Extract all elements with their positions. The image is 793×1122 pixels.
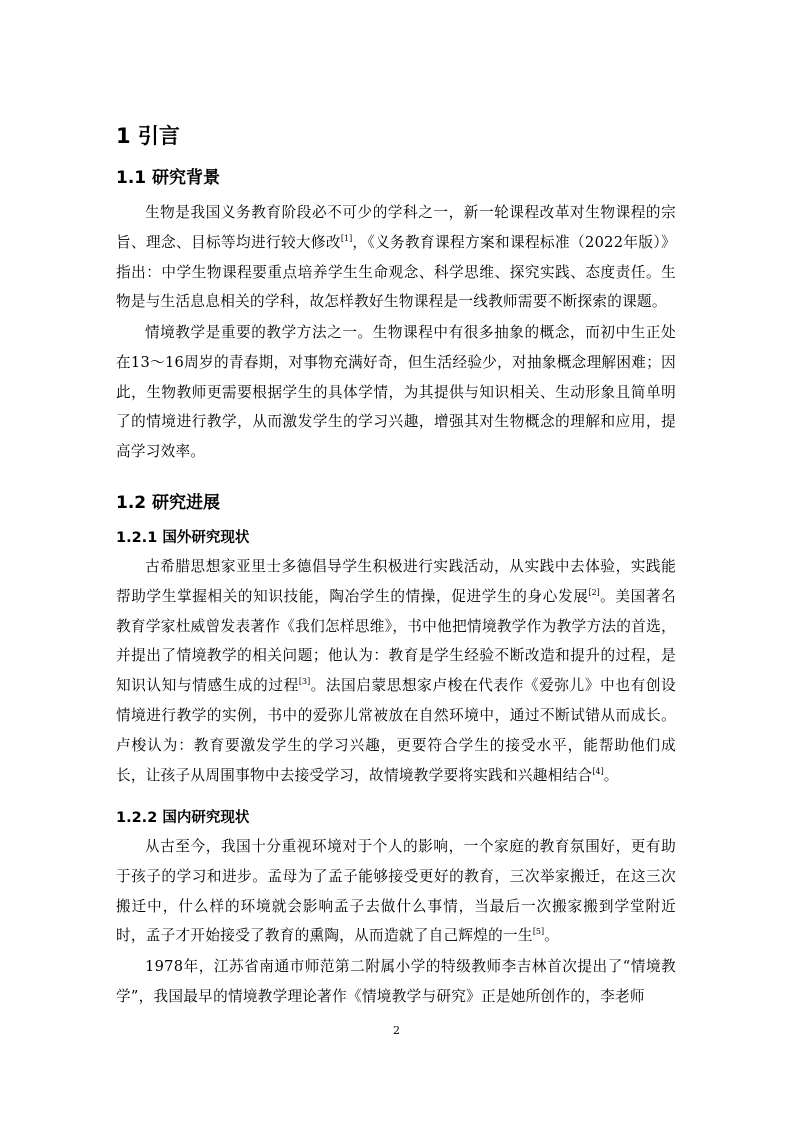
- page-number: 2: [393, 1024, 400, 1037]
- paragraph-text: 。: [544, 927, 560, 945]
- citation-ref: [1]: [340, 233, 353, 243]
- paragraph-background-1: [116, 198, 676, 317]
- paragraph-foreign-research: [116, 552, 676, 790]
- paragraph-li-jilin: [116, 952, 676, 1012]
- section-heading-1-1: 1.1 研究背景: [116, 168, 221, 188]
- citation-ref: [2]: [588, 587, 600, 597]
- citation-ref: [3]: [298, 677, 311, 687]
- paragraph-text: 。美国著名教育学家杜威曾发表著作《我们怎样思维》，书中他把情境教学作为教学方法的首选，并提出了情境教学的相关问题；他认为：教育是学生经验不断改造和提升的过程，是知识认知与情感生成的过程: [116, 587, 676, 695]
- paragraph-text: 古希腊思想家亚里士多德倡导学生积极进行实践活动，从实践中去体验，实践能帮助学生掌握相关的知识技能，陶冶学生的情操，促进学生的身心发展: [116, 558, 676, 605]
- paragraph-text: 。: [603, 766, 619, 784]
- citation-ref: [5]: [532, 927, 545, 937]
- paragraph-text: 。法国启蒙思想家卢梭在代表作《爱弥儿》中也有创设情境进行教学的实例，书中的爱弥儿常被放在自然环境中，通过不断试错从而成长。卢梭认为：教育要激发学生的学习兴趣，更要符合学生的接受水平，能帮助他们成长，让孩子从周围事物中去接受学习，故情境教学要将实践和兴趣相结合: [116, 677, 676, 784]
- paragraph-text: 生物是我国义务教育阶段必不可少的学科之一，新一轮课程改革对生物课程的宗旨、理念、目标等均进行较大修改: [116, 204, 676, 251]
- paragraph-domestic-research: [116, 832, 676, 951]
- paragraph-text: 1978年，江苏省南通市师范第二附属小学的特级教师李吉林首次提出了“情境教学”，我国最早的情境教学理论著作《情境教学与研究》正是她所创作的，李老师: [116, 958, 676, 1005]
- paragraph-text: ，《义务教育课程方案和课程标准（2022年版）》指出：中学生物课程要重点培养学生生命观念、科学思维、探究实践、态度责任。生物是与生活息息相关的学科，故怎样教好生物课程是一线教师需要不断探索的课题。: [116, 233, 676, 311]
- paragraph-text: 情境教学是重要的教学方法之一。生物课程中有很多抽象的概念，而初中生正处在13～16周岁的青春期，对事物充满好奇，但生活经验少，对抽象概念理解困难；因此，生物教师更需要根据学生的具体学情，为其提供与知识相关、生动形象且简单明了的情境进行教学，从而激发学生的学习兴趣，增强其对生物概念的理解和应用，提高学习效率。: [116, 324, 676, 461]
- subsection-heading-1-2-2: 1.2.2 国内研究现状: [116, 810, 250, 826]
- section-heading-1-2: 1.2 研究进展: [116, 493, 221, 513]
- subsection-heading-1-2-1: 1.2.1 国外研究现状: [116, 530, 250, 546]
- citation-ref: [4]: [592, 766, 604, 776]
- paragraph-background-2: [116, 318, 676, 467]
- chapter-heading: 1 引言: [116, 124, 180, 148]
- paragraph-text: 从古至今，我国十分重视环境对于个人的影响，一个家庭的教育氛围好，更有助于孩子的学习和进步。孟母为了孟子能够接受更好的教育，三次举家搬迁，在这三次搬迁中，什么样的环境就会影响孟子去做什么事情，当最后一次搬家搬到学堂附近时，孟子才开始接受了教育的熏陶，从而造就了自己辉煌的一生: [116, 838, 676, 945]
